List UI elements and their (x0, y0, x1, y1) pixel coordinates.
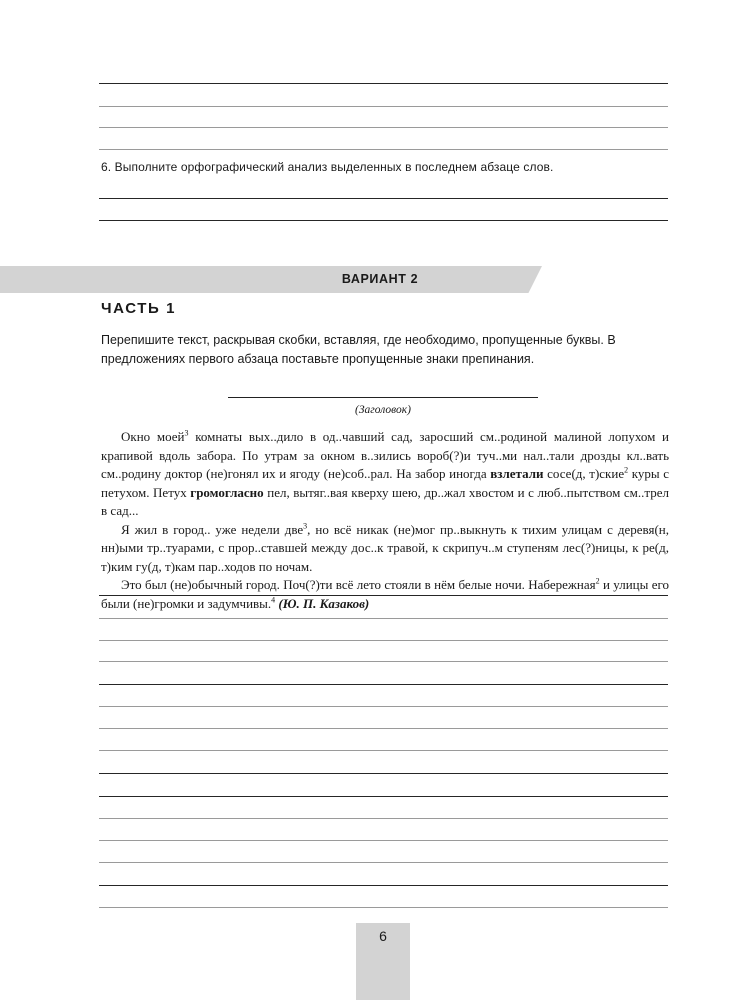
highlighted-word: взлетали (490, 466, 544, 481)
answer-line (99, 127, 668, 128)
answer-line (99, 750, 668, 751)
footnote-mark: 3 (184, 428, 189, 438)
answer-line (99, 595, 668, 596)
passage-text: Я жил в город.. уже недели две (121, 521, 304, 537)
passage-paragraph-2 (101, 521, 669, 577)
title-blank-line (228, 397, 538, 398)
footnote-mark: 2 (595, 576, 600, 586)
passage-paragraph-1 (101, 428, 669, 521)
answer-line (99, 885, 668, 886)
answer-line (99, 106, 668, 107)
page-number: 6 (379, 928, 387, 944)
passage-text: , но всё никак (не)мог пр..выкнуть к тихим улицам с деревя(н, нн)ыми тр..туарами, с прор..ставшей между дос..к травой, к скрипуч..м ступеням лес(?)ницы, к ре(д, т)ким гу(д, т)кам пар..ходов по ночам. (101, 521, 669, 574)
answer-line (99, 618, 668, 619)
passage-text: Это был (не)обычный город. Поч(?)ти всё лето стояли в нём белые ночи. Набережная (121, 577, 596, 592)
passage-text: куры с петухом. Петух (101, 466, 669, 500)
passage-source: (Ю. П. Казаков) (278, 595, 370, 611)
answer-line (99, 728, 668, 729)
passage (101, 428, 669, 613)
passage-text: сосе(д, т)ские (543, 466, 625, 481)
footnote-mark: 2 (624, 465, 629, 475)
passage-text: комнаты вых..дило в од..чавший сад, заросший см..родиной малиной лопухом и крапивой вдоль забора. По утрам за окном в..зились вороб(?)и туч..ми нал..тали дрозды кл..вать см..родину доктор (не)гонял их и ягоду (не)соб..рал. На забор иногда (101, 429, 669, 481)
answer-line (99, 220, 668, 221)
answer-line (99, 818, 668, 819)
answer-line (99, 862, 668, 863)
answer-line (99, 83, 668, 84)
passage-text: и улицы его были (не)громки и задумчивы. (101, 577, 669, 611)
footnote-mark: 4 (271, 595, 276, 605)
answer-line (99, 773, 668, 774)
part-heading: ЧАСТЬ 1 (101, 300, 177, 317)
answer-line (99, 640, 668, 641)
answer-line (99, 840, 668, 841)
task-6-text: 6. Выполните орфографический анализ выделенных в последнем абзаце слов. (101, 160, 554, 174)
instruction-text: Перепишите текст, раскрывая скобки, вставляя, где необходимо, пропущенные буквы. В предложениях первого абзаца поставьте пропущенные знаки препинания. (101, 333, 616, 366)
answer-line (99, 706, 668, 707)
passage-text: Окно моей (121, 429, 185, 444)
answer-line (99, 198, 668, 199)
highlighted-word: громогласно (190, 484, 264, 500)
title-caption: (Заголовок) (355, 404, 411, 416)
answer-line (99, 661, 668, 662)
answer-line (99, 684, 668, 685)
answer-line (99, 796, 668, 797)
passage-text: пел, вытяг..вая кверху шею, др..жал хвостом и с люб..пытством см..трел в сад... (101, 484, 669, 518)
answer-line (99, 149, 668, 150)
answer-line (99, 907, 668, 908)
footnote-mark: 3 (303, 521, 308, 531)
variant-label: ВАРИАНТ 2 (341, 272, 419, 286)
